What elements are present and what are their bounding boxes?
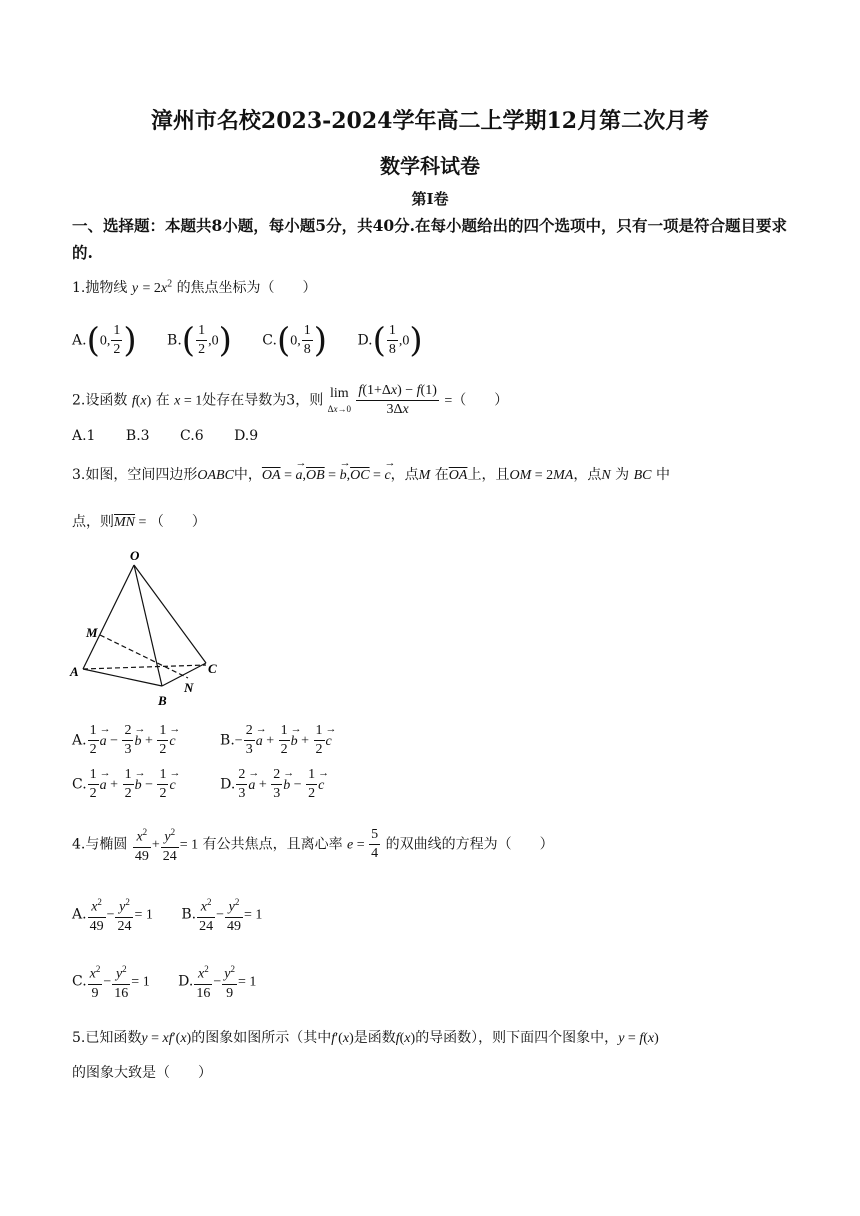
option-b: B.− $\frac{2}{3}$ → a + $\frac{1}{2}$ → b + $\frac{1}{2}$ → c: [220, 722, 332, 759]
exam-subject: 数学科试卷: [380, 154, 480, 178]
option-a: A.(0, $\frac{1}{2}$ ): [72, 320, 137, 361]
label-a: A: [70, 664, 79, 679]
label-b: B: [158, 693, 167, 708]
question-1-options: [72, 322, 449, 359]
option-c: C. $\frac{1}{2}$ → a + $\frac{1}{2}$ → b − $\frac{1}{2}$ → c: [72, 766, 176, 803]
label-c: C: [208, 661, 217, 676]
option-d: D. $\frac{2}{3}$ → a + $\frac{2}{3}$ → b − $\frac{1}{2}$ → c: [220, 766, 324, 803]
question-2: 2.设函数 f(x) 在 x = 1处存在导数为3，则 lim Δx→0 $\frac{f(1+\Delta x) - f(1)}{3\Delta x}$ =（ ）: [72, 383, 509, 417]
tetrahedron-figure: [66, 545, 226, 710]
label-m: M: [86, 625, 98, 640]
option-c: C.(0, $\frac{1}{8}$ ): [262, 320, 327, 361]
option-b: B. $\frac{x^2}{24}$ − $\frac{y^2}{49}$ = 1: [181, 893, 262, 936]
exam-title: 漳州市名校2023-2024学年高二上学期12月第二次月考: [150, 108, 710, 134]
edge-oa: [83, 565, 134, 669]
question-3-options-cd: [72, 766, 350, 803]
question-4-options-cd: [72, 960, 282, 1003]
question-5: 5.已知函数y = xf′(x)的图象如图所示（其中f′(x)是函数f(x)的导函数），则下面四个图象中，y = f(x): [72, 1030, 659, 1046]
question-4: 4.与椭圆 $\frac{x^2}{49}$ + $\frac{y^2}{24}$ = 1 有公共焦点，且离心率 e = $\frac{5}{4}$ 的双曲线的方程为（ ）: [72, 823, 554, 866]
question-4-options-ab: [72, 893, 288, 936]
option-a: A.1: [72, 428, 96, 444]
label-n: N: [184, 680, 194, 695]
option-b: B.3: [125, 428, 150, 444]
option-c: C. $\frac{x^2}{9}$ − $\frac{y^2}{16}$ = 1: [72, 960, 150, 1003]
option-d: D. $\frac{x^2}{16}$ − $\frac{y^2}{9}$ = 1: [178, 960, 256, 1003]
question-3: 3.如图，空间四边形OABC中，$\overline{OA}$ = → $a,\overline{OB}$ = → $b,\overline{OC}$ = → c，点M 在$\overline{OA}$上，且OM = 2MA，点N 为 BC 中: [72, 464, 670, 484]
segment-mn: [100, 635, 188, 678]
label-o: O: [130, 548, 140, 563]
volume-label: 第Ⅰ卷: [411, 190, 449, 208]
question-3-line2: 点，则$\overline{MN}$ = （ ）: [72, 514, 206, 530]
edge-ac: [83, 665, 206, 669]
option-d: D.9: [234, 428, 259, 444]
question-2-options: [72, 428, 284, 444]
question-1: 1.抛物线 $y = 2x^2$ 的焦点坐标为（ ）: [72, 278, 317, 296]
section-heading: 一、选择题：本题共8小题，每小题5分，共40分.在每小题给出的四个选项中，只有一项是符合题目要求的.: [72, 216, 788, 262]
option-a: A. $\frac{1}{2}$ → a − $\frac{2}{3}$ → b + $\frac{1}{2}$ → c: [72, 722, 176, 759]
option-b: B.( $\frac{1}{2}$ ,0): [167, 320, 232, 361]
edge-ab: [83, 669, 162, 686]
question-3-options-ab: [72, 722, 358, 759]
option-d: D.( $\frac{1}{8}$ ,0): [357, 320, 423, 361]
option-c: C.6: [180, 428, 204, 444]
question-5-line2: 的图象大致是（ ）: [72, 1065, 212, 1081]
option-a: A. $\frac{x^2}{49}$ − $\frac{y^2}{24}$ = 1: [72, 893, 153, 936]
